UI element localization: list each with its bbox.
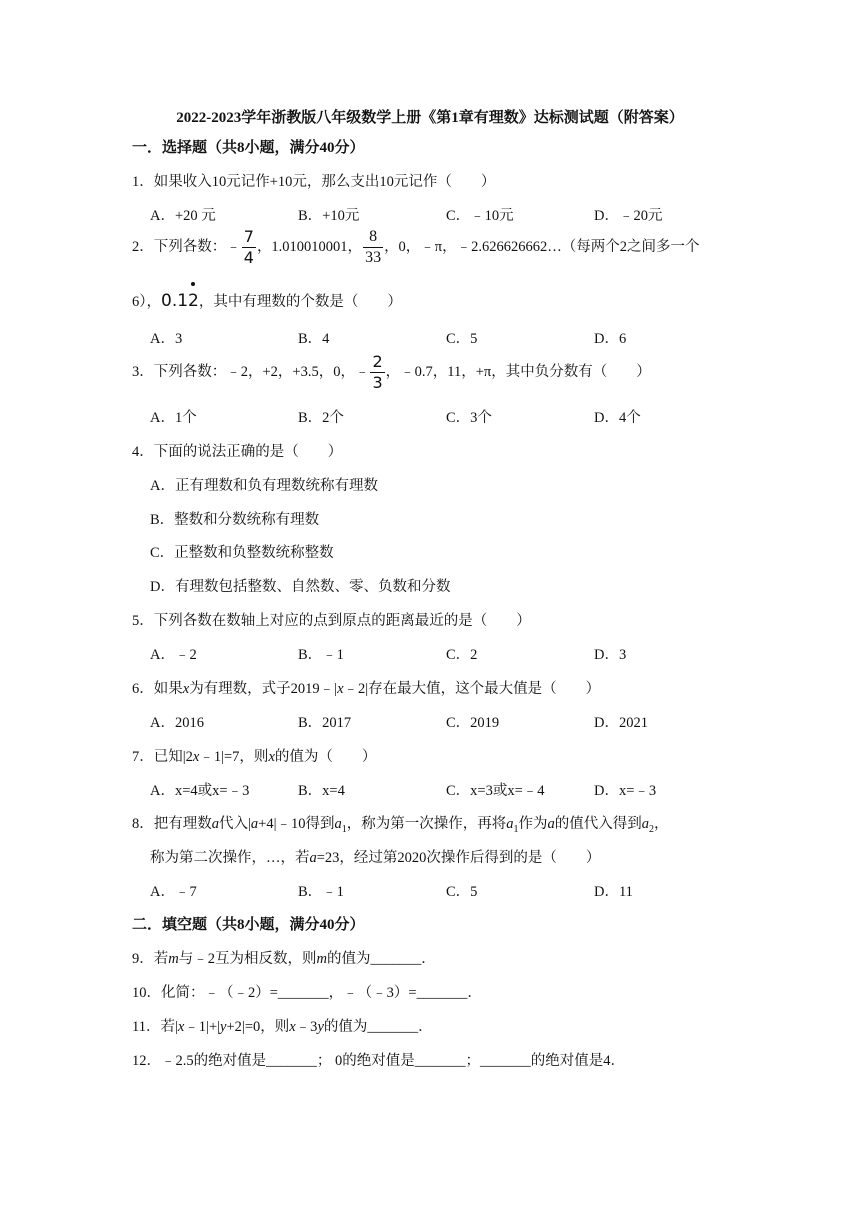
question-9-stem	[132, 947, 436, 968]
option-c[interactable]: C．x=3或x=﹣4	[446, 783, 545, 799]
question-6-stem	[132, 677, 600, 698]
option-a[interactable]: A．+20 元	[150, 208, 216, 224]
var-a: a	[211, 816, 219, 832]
question-2-stem	[132, 229, 700, 266]
answer-blank[interactable]: _______	[370, 951, 422, 967]
option-c[interactable]: C．3个	[446, 410, 492, 426]
option-b[interactable]: B．﹣1	[298, 884, 344, 900]
option-d[interactable]: D．4个	[594, 410, 641, 426]
repeat-dot-icon	[191, 282, 195, 286]
q9-s2: 与﹣2互为相反数，则	[178, 951, 317, 967]
question-6-options	[150, 711, 742, 732]
q2-mid2: ，0，﹣π，﹣2.626626662…（每两个2之间多一个	[384, 238, 700, 255]
option-b[interactable]: B．2个	[298, 410, 344, 426]
var-a: a	[309, 850, 317, 866]
var-x: x	[182, 681, 190, 697]
question-8-line2	[150, 846, 600, 867]
question-3-stem	[132, 354, 651, 391]
q6-s1: 6．如果	[132, 681, 183, 697]
question-8-options	[150, 880, 742, 901]
option-d[interactable]: D．6	[594, 331, 627, 347]
var-x: x	[268, 749, 275, 765]
question-1-options	[150, 204, 742, 225]
question-5-options	[150, 643, 742, 664]
q2-prefix: 2．下列各数：﹣	[132, 238, 241, 255]
q8-s1: 8．把有理数	[132, 816, 212, 832]
var-m: m	[316, 951, 327, 967]
subscript: 1	[513, 823, 519, 835]
var-y: y	[220, 1019, 227, 1035]
question-2-line2	[132, 290, 402, 311]
q2-mid1: ，1.010010001，	[256, 238, 363, 255]
q11-s1: 11．若|	[132, 1019, 178, 1035]
q9-end: ．	[421, 951, 436, 967]
subscript: 1	[341, 823, 347, 835]
option-c[interactable]: C．2019	[446, 715, 500, 731]
option-d[interactable]: D．3	[594, 647, 627, 663]
var-a: a	[250, 816, 259, 832]
page-title: 2022-2023学年浙教版八年级数学上册《第1章有理数》达标测试题（附答案）	[176, 110, 684, 126]
fraction	[370, 354, 384, 391]
option-a[interactable]: A．2016	[150, 715, 204, 731]
option-d[interactable]: D．x=﹣3	[594, 783, 657, 799]
fraction	[363, 229, 383, 266]
var-x: x	[177, 1019, 185, 1035]
numerator: 2	[372, 352, 383, 371]
q7-s1: 7．已知|2	[132, 749, 193, 765]
q11-s4: ﹣3	[295, 1019, 318, 1035]
option-c[interactable]: C．2	[446, 647, 478, 663]
denominator: 33	[365, 249, 382, 266]
section-heading-choice: 一．选择题（共8小题，满分40分）	[132, 140, 365, 156]
var-a: a	[641, 816, 649, 832]
denominator: 3	[372, 373, 383, 392]
option-b[interactable]: B．4	[298, 331, 330, 347]
option-b[interactable]: B．整数和分数统称有理数	[150, 512, 320, 528]
numerator: 8	[363, 229, 383, 248]
q8-line2-post: =23，经过第2020次操作后得到的是（ ）	[316, 850, 601, 866]
q8-s6: 的值代入得到	[554, 816, 642, 832]
option-a[interactable]: A．3	[150, 331, 183, 347]
repeating-base: 0.1	[161, 291, 189, 311]
var-y: y	[317, 1019, 324, 1035]
option-d[interactable]: D．有理数包括整数、自然数、零、负数和分数	[150, 579, 451, 595]
q11-end: ．	[418, 1019, 433, 1035]
var-x: x	[337, 681, 344, 697]
option-c[interactable]: C．﹣10元	[446, 208, 514, 224]
option-b[interactable]: B．2017	[298, 715, 352, 731]
q6-s3: ﹣2|存在最大值，这个最大值是（ ）	[343, 681, 601, 697]
question-7-stem	[132, 745, 376, 766]
repeating-decimal	[161, 291, 199, 311]
option-a[interactable]: A．1个	[150, 410, 197, 426]
q7-s3: 的值为（ ）	[274, 749, 377, 765]
var-a: a	[547, 816, 555, 832]
option-a[interactable]: A．正有理数和负有理数统称有理数	[150, 478, 378, 494]
q9-s3: 的值为	[326, 951, 371, 967]
q8-line2-pre: 称为第二次操作，…，若	[150, 850, 310, 866]
q8-s5: 作为	[518, 816, 548, 832]
q11-s5: 的值为	[323, 1019, 368, 1035]
question-2-options	[150, 327, 742, 348]
option-b[interactable]: B．x=4	[298, 783, 345, 799]
repeating-digit: 2	[188, 291, 199, 311]
numerator: 7	[243, 227, 254, 246]
option-c[interactable]: C．正整数和负整数统称整数	[150, 545, 334, 561]
q2-line2-post: ，其中有理数的个数是（ ）	[198, 294, 402, 310]
q8-s4: ，称为第一次操作，再将	[346, 816, 507, 832]
question-7-options	[150, 779, 742, 800]
var-a: a	[506, 816, 514, 832]
fraction	[242, 229, 256, 266]
q6-s2: 为有理数，式子2019﹣|	[189, 681, 338, 697]
question-8-stem	[132, 812, 669, 835]
q7-s2: ﹣1|=7，则	[199, 749, 269, 765]
option-d[interactable]: D．﹣20元	[594, 208, 663, 224]
option-b[interactable]: B．﹣1	[298, 647, 344, 663]
section-heading-fill: 二．填空题（共8小题，满分40分）	[132, 917, 365, 933]
question-3-options	[150, 406, 742, 427]
option-a[interactable]: A．x=4或x=﹣3	[150, 783, 250, 799]
q11-s3: +2|=0，则	[226, 1019, 290, 1035]
option-b[interactable]: B．+10元	[298, 208, 360, 224]
question-11-stem	[132, 1015, 433, 1036]
question-10-stem: 10．化简：﹣（﹣2）=_______，﹣（﹣3）=_______．	[132, 985, 482, 1001]
var-x: x	[289, 1019, 296, 1035]
denominator: 4	[243, 248, 254, 267]
q9-s1: 9．若	[132, 951, 169, 967]
var-a: a	[334, 816, 342, 832]
question-5-stem: 5．下列各数在数轴上对应的点到原点的距离最近的是（ ）	[132, 613, 531, 629]
option-c[interactable]: C．5	[446, 884, 478, 900]
option-c[interactable]: C．5	[446, 331, 478, 347]
option-d[interactable]: D．2021	[594, 715, 648, 731]
option-a[interactable]: A．﹣2	[150, 647, 197, 663]
q8-s2: 代入|	[219, 816, 251, 832]
q3-suffix: ，﹣0.7，11，+π，其中负分数有（ ）	[385, 363, 651, 380]
question-1-stem: 1．如果收入10元记作+10元，那么支出10元记作（ ）	[132, 174, 496, 190]
question-4-stem: 4．下面的说法正确的是（ ）	[132, 444, 343, 460]
option-d[interactable]: D．11	[594, 884, 633, 900]
q8-s3: +4|﹣10得到	[258, 816, 335, 832]
answer-blank[interactable]: _______	[367, 1019, 419, 1035]
subscript: 2	[649, 823, 654, 835]
repeating-digit-wrap	[188, 291, 199, 311]
q11-s2: ﹣1|+|	[184, 1019, 221, 1035]
q2-line2-pre: 6），	[132, 294, 161, 310]
option-a[interactable]: A．﹣7	[150, 884, 197, 900]
question-12-stem: 12．﹣2.5的绝对值是_______； 0的绝对值是_______；_______的绝对值是4．	[132, 1053, 625, 1069]
q8-s7: ，	[654, 816, 669, 832]
var-m: m	[168, 951, 179, 967]
var-x: x	[192, 749, 200, 765]
q3-prefix: 3．下列各数：﹣2，+2，+3.5，0，﹣	[132, 363, 370, 380]
